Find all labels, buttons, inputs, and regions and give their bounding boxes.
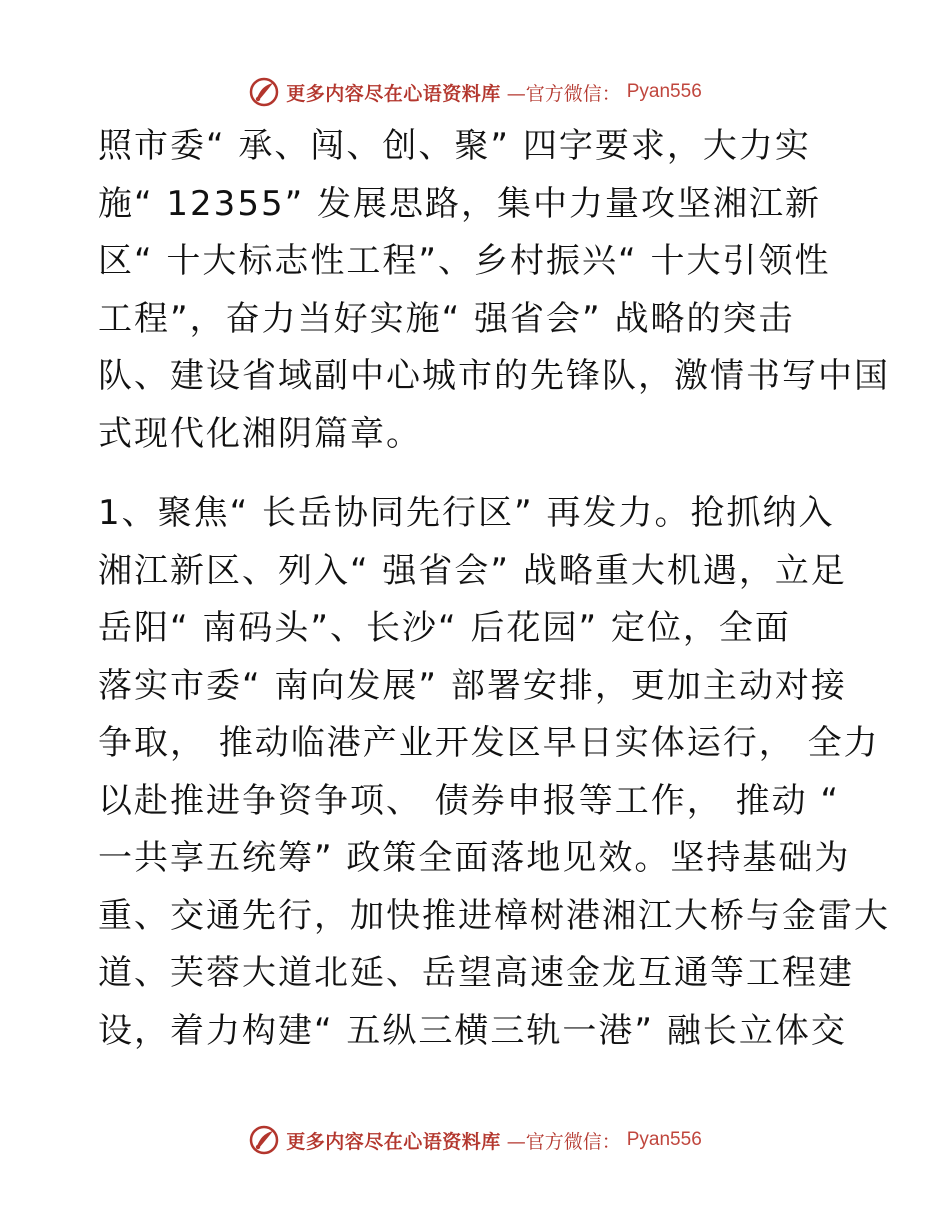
footer-banner-separator: —官方微信： xyxy=(506,1130,621,1153)
text-line: 争取， 推动临港产业开发区早日实体运行， 全力 xyxy=(98,723,880,763)
ink-brush-logo-icon xyxy=(248,1124,280,1156)
footer-banner-wechat-id: Pyan556 xyxy=(626,1129,702,1150)
text-line: 照市委“ 承、闯、创、聚” 四字要求，大力实 xyxy=(98,126,811,166)
text-line: 1、聚焦“ 长岳协同先行区” 再发力。抢抓纳入 xyxy=(98,493,835,533)
text-line: 岳阳“ 南码头”、长沙“ 后花园” 定位，全面 xyxy=(98,608,791,648)
paragraph-gap xyxy=(98,463,858,485)
header-watermark-banner xyxy=(0,72,950,112)
footer-banner-text: 更多内容尽在心语资料库 xyxy=(286,1130,501,1153)
document-body xyxy=(98,118,890,1060)
text-line: 设，着力构建“ 五纵三横三轨一港” 融长立体交 xyxy=(98,1010,847,1051)
text-line: 重、交通先行，加快推进樟树港湘江大桥与金雷大 xyxy=(98,895,890,936)
header-banner-separator: —官方微信： xyxy=(506,82,621,105)
text-line: 以赴推进争资争项、 债券申报等工作， 推动 “ xyxy=(98,780,841,821)
text-line: 队、建设省域副中心城市的先锋队，激情书写中国 xyxy=(98,356,890,396)
footer-watermark-banner xyxy=(0,1120,950,1160)
text-line: 一共享五统筹” 政策全面落地见效。坚持基础为 xyxy=(98,838,851,878)
header-banner-text: 更多内容尽在心语资料库 xyxy=(286,82,501,105)
text-line: 工程”，奋力当好实施“ 强省会” 战略的突击 xyxy=(98,298,795,339)
text-line: 式现代化湘阴篇章。 xyxy=(98,413,422,454)
text-line: 湘江新区、列入“ 强省会” 战略重大机遇，立足 xyxy=(98,550,847,591)
paragraph-2 xyxy=(98,485,890,1060)
paragraph-1 xyxy=(98,118,890,463)
ink-brush-logo-icon xyxy=(248,76,280,108)
text-line: 施“ 12355” 发展思路，集中力量攻坚湘江新 xyxy=(98,183,822,224)
text-line: 道、芙蓉大道北延、岳望高速金龙互通等工程建 xyxy=(98,953,854,993)
text-line: 区“ 十大标志性工程”、乡村振兴“ 十大引领性 xyxy=(98,241,831,281)
text-line: 落实市委“ 南向发展” 部署安排，更加主动对接 xyxy=(98,665,847,706)
header-banner-wechat-id: Pyan556 xyxy=(626,81,702,102)
